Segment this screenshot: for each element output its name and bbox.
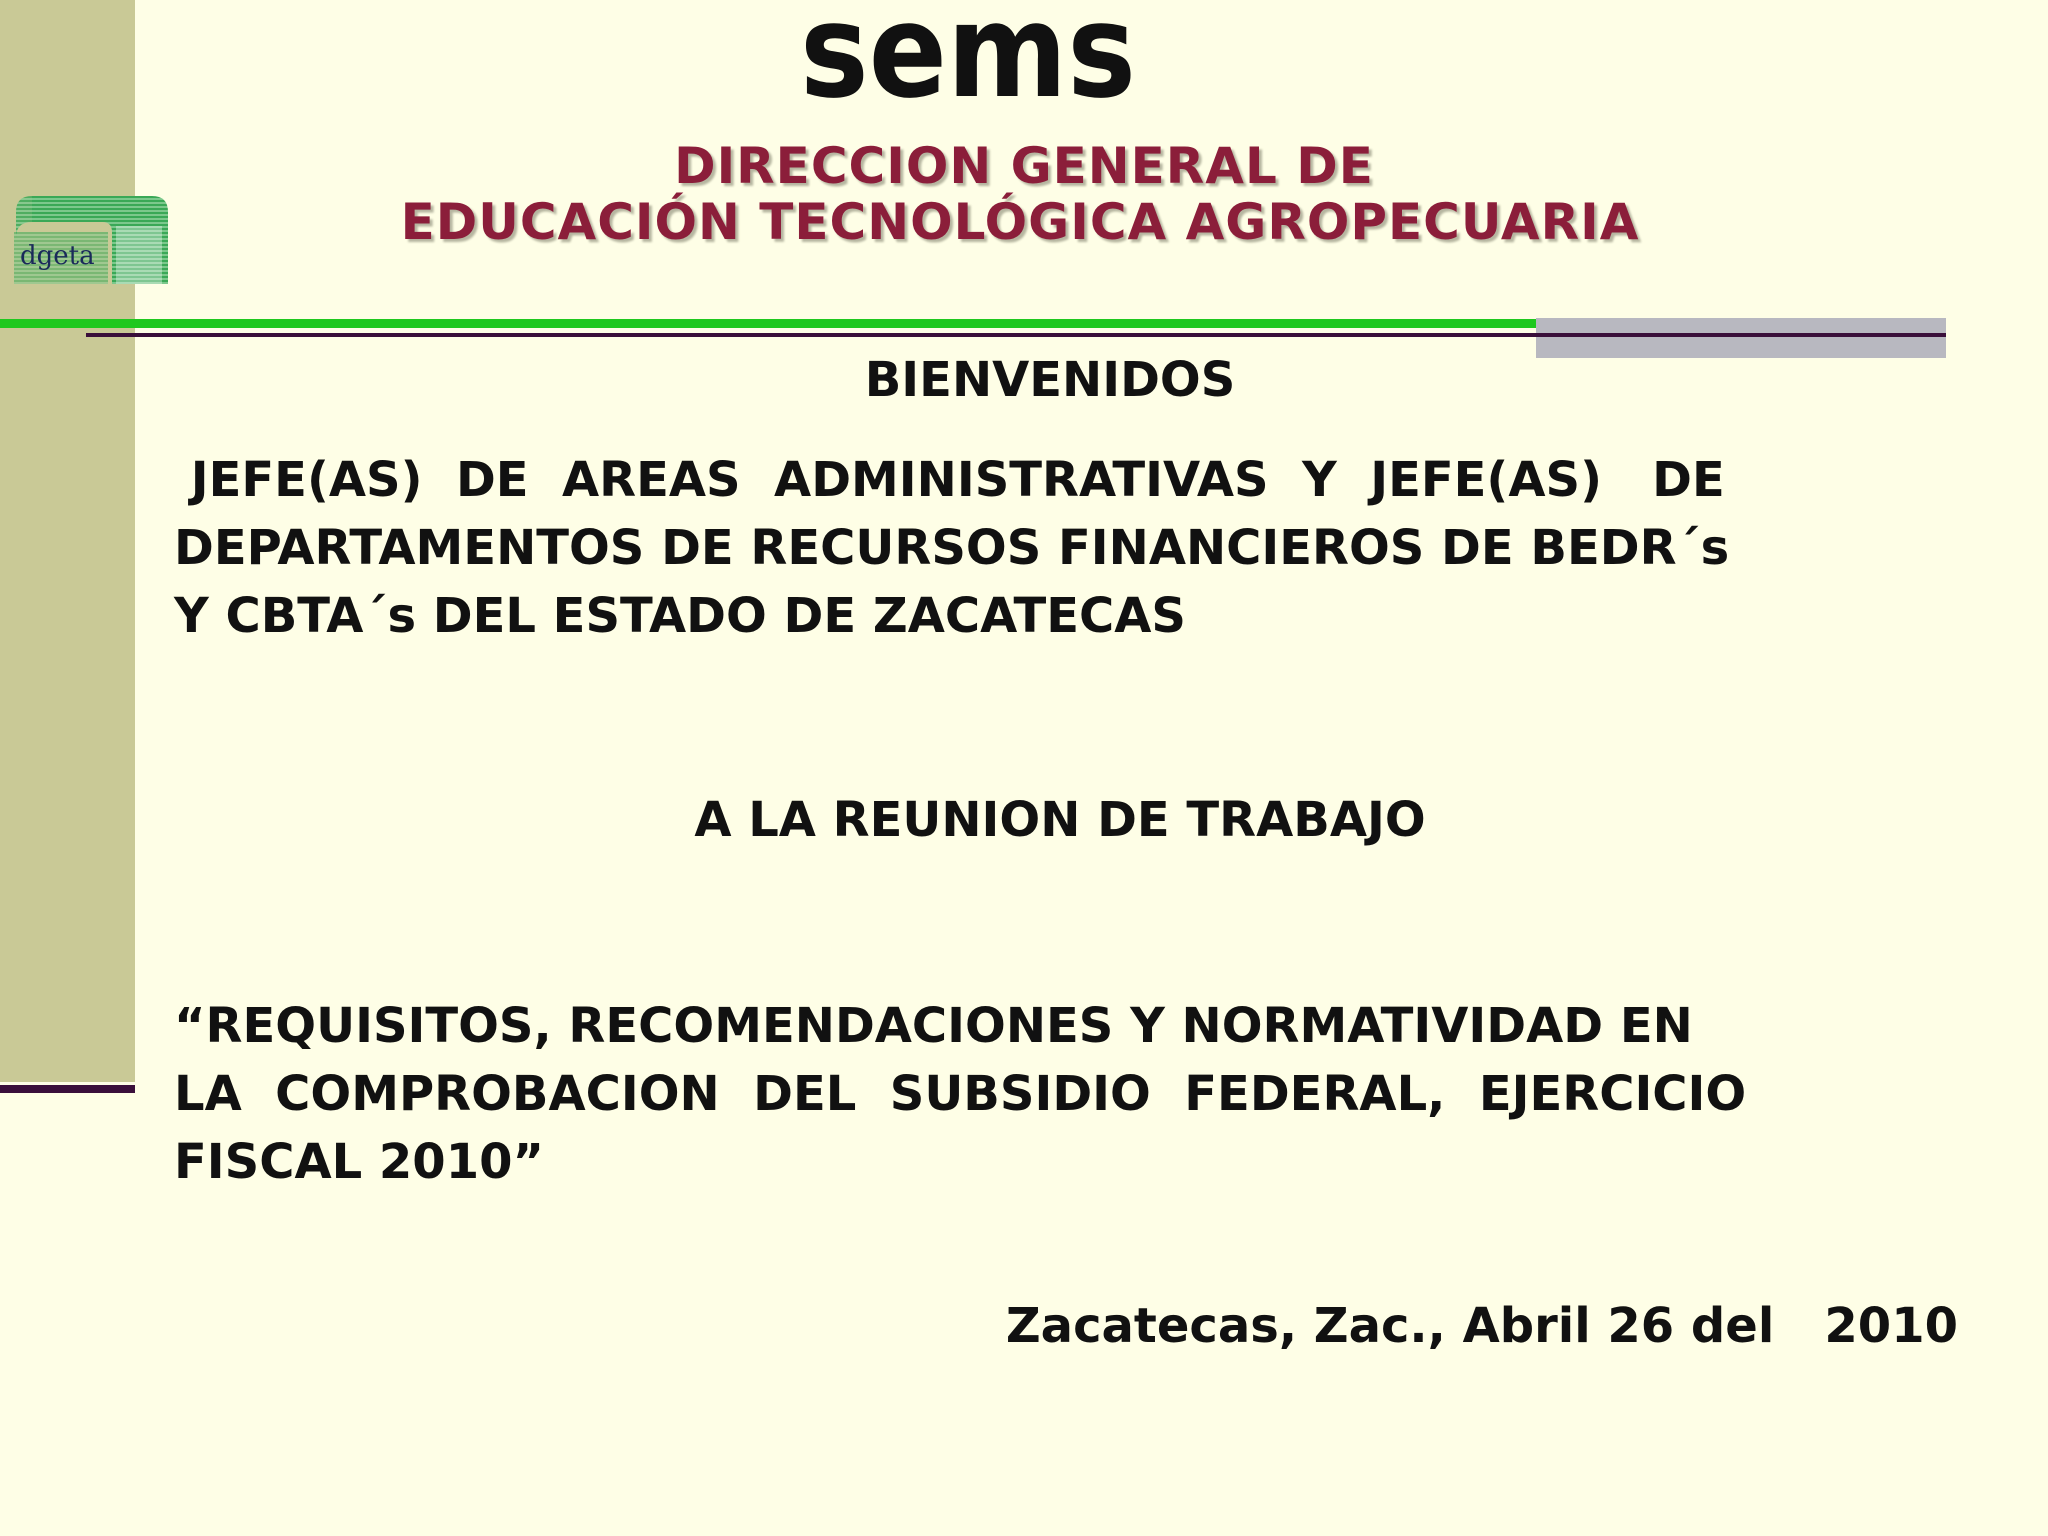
heading-line-1-text: DIRECCION GENERAL DE [674, 137, 1374, 195]
audience-line-3: Y CBTA´s DEL ESTADO DE ZACATECAS [174, 588, 1186, 644]
place-date-text: Zacatecas, Zac., Abril 26 del 2010 [1005, 1298, 1958, 1354]
audience-line-2: DEPARTAMENTOS DE RECURSOS FINANCIEROS DE BEDR´s [174, 520, 1730, 576]
topic-line-2: LA COMPROBACION DEL SUBSIDIO FEDERAL, EJERCICIO [174, 1066, 1747, 1122]
heading-line-1 [0, 136, 2048, 196]
topic-paragraph [174, 992, 1922, 1196]
sidebar-accent-line [0, 1085, 135, 1093]
meeting-text: A LA REUNION DE TRABAJO [694, 792, 1426, 848]
sems-logo [796, 0, 1140, 127]
topic-line-1: “REQUISITOS, RECOMENDACIONES Y NORMATIVIDAD EN [174, 998, 1693, 1054]
gray-accent-block [1536, 318, 1946, 358]
welcome-text: BIENVENIDOS [864, 352, 1236, 408]
sems-logo-text: sems [800, 0, 1136, 127]
dgeta-logo-text: dgeta [20, 241, 95, 271]
heading-line-2-text: EDUCACIÓN TECNOLÓGICA AGROPECUARIA [400, 193, 1640, 251]
heading-line-2 [0, 192, 2044, 252]
audience-paragraph [174, 446, 1922, 650]
audience-line-1: JEFE(AS) DE AREAS ADMINISTRATIVAS Y JEFE(AS) DE [174, 452, 1725, 508]
topic-line-3: FISCAL 2010” [174, 1134, 545, 1190]
